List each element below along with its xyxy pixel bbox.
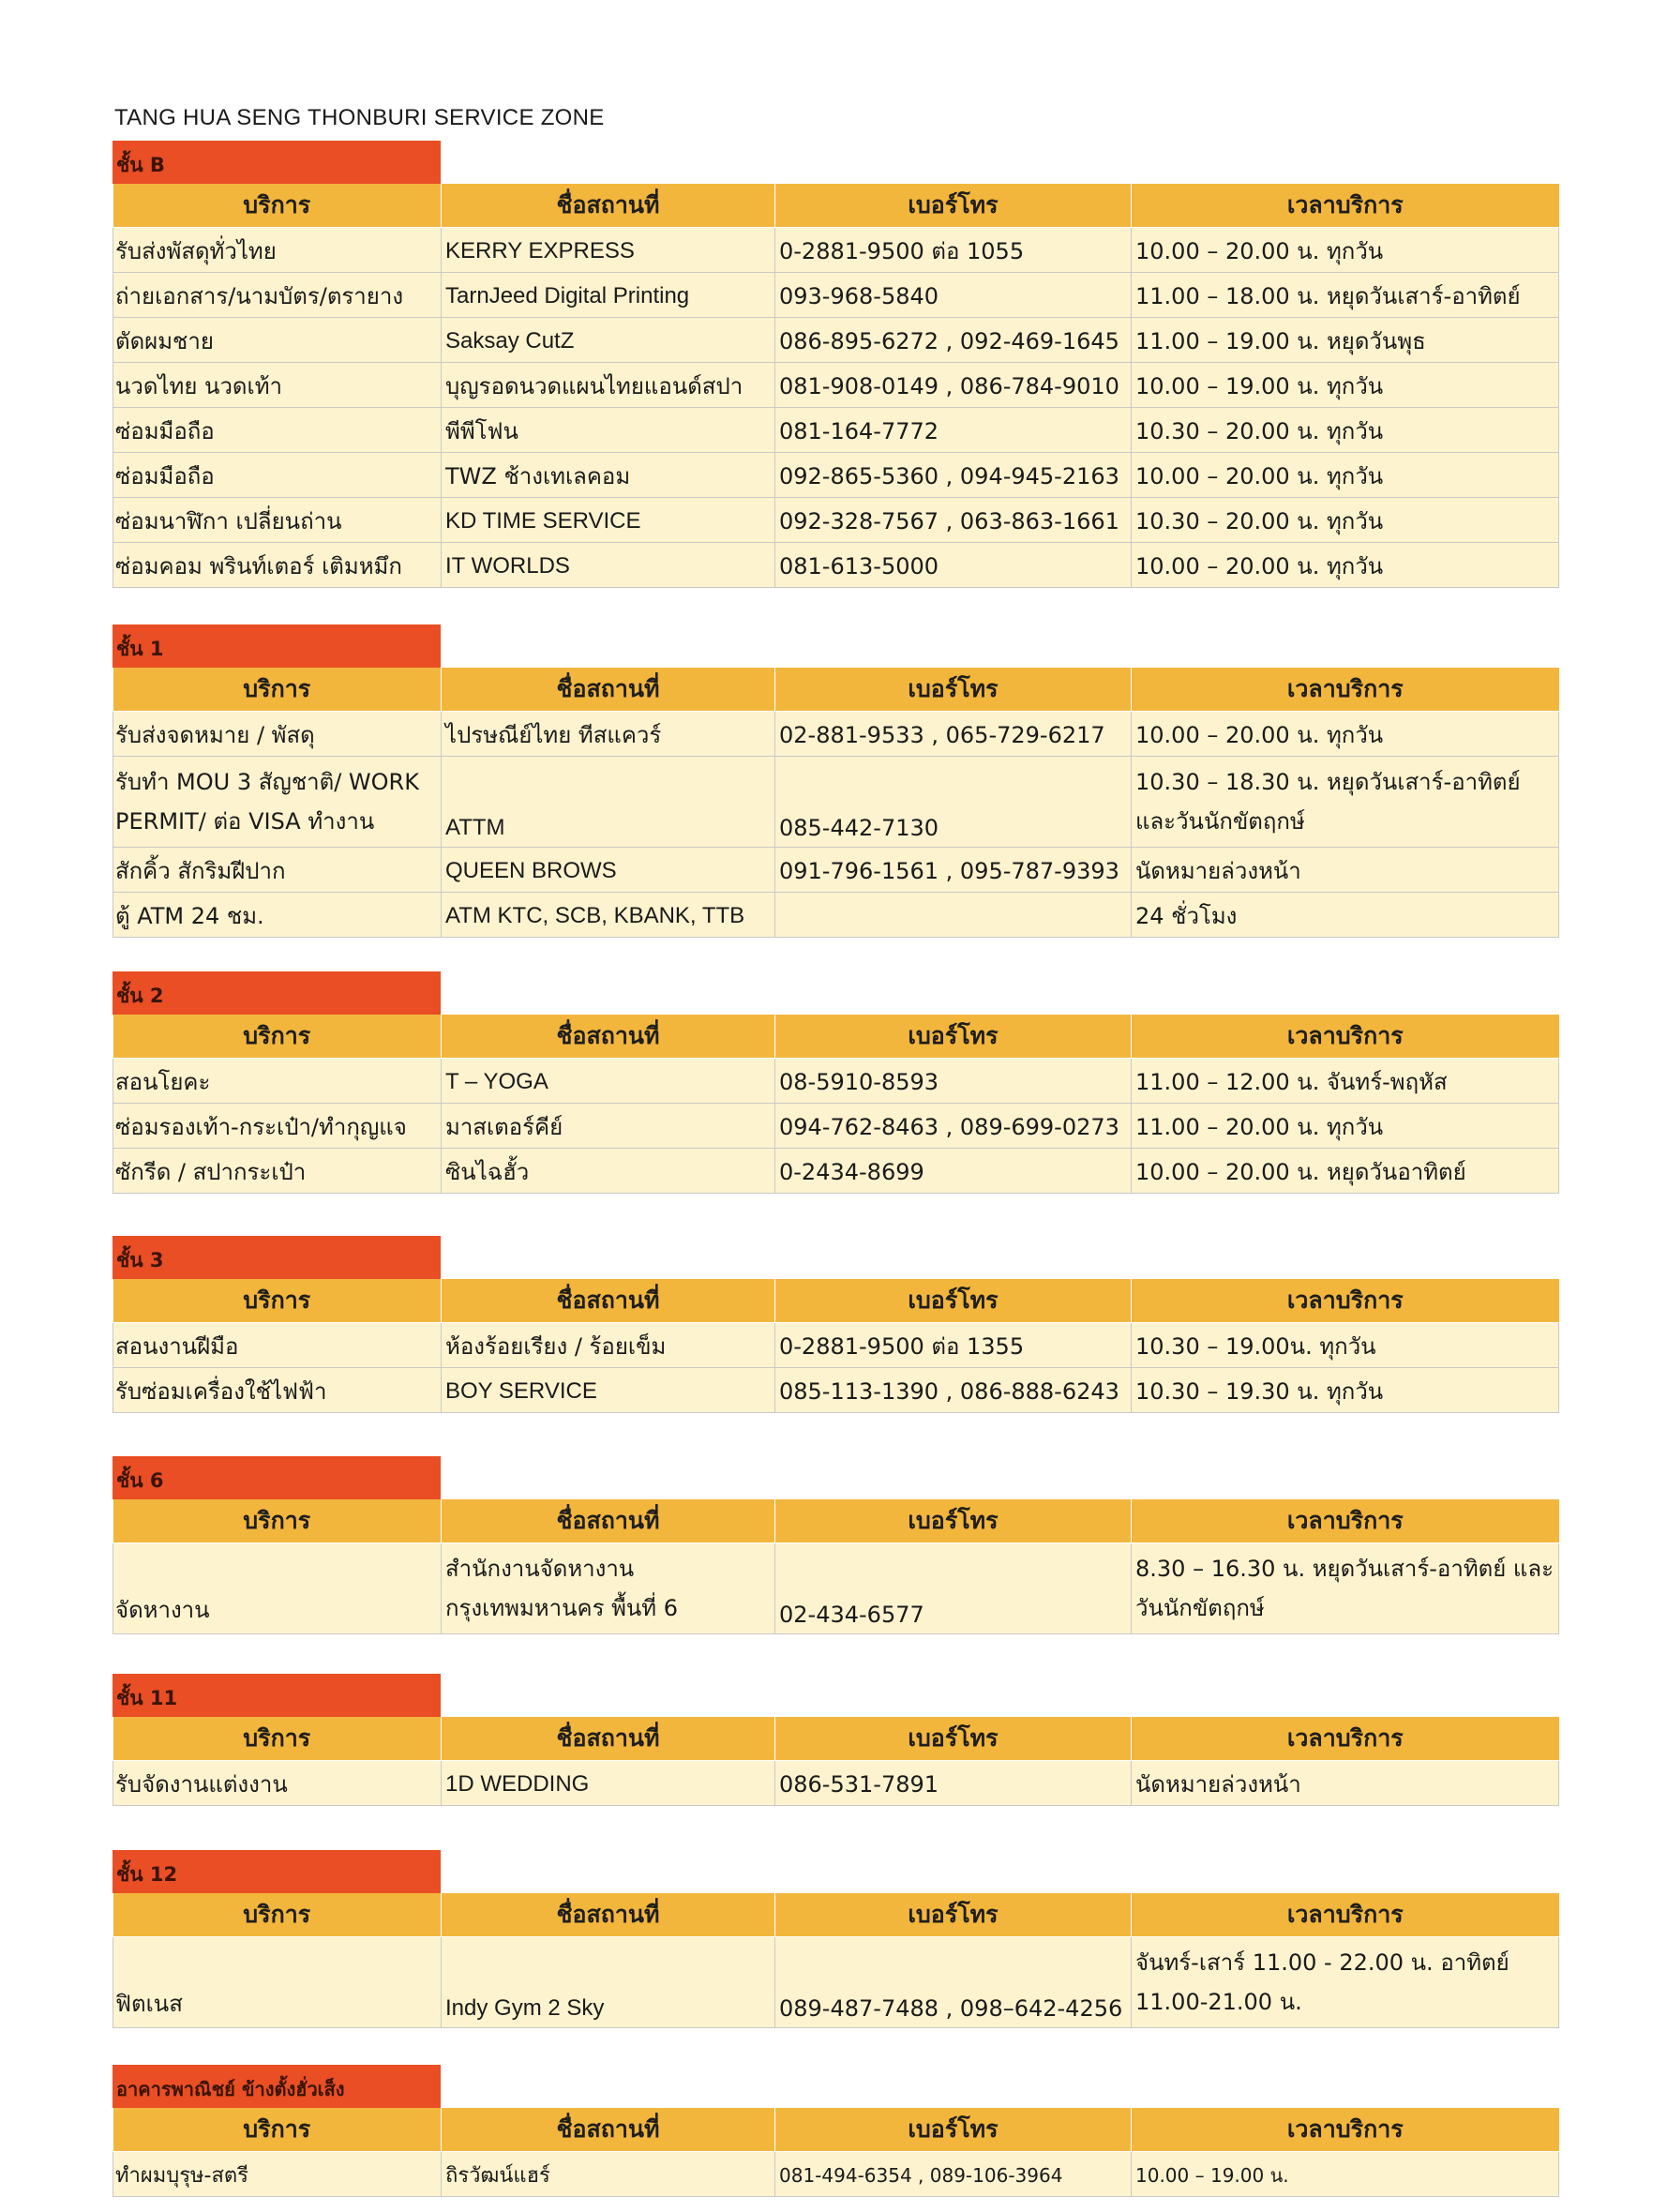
phone-cell: 091-796-1561 , 095-787-9393	[775, 848, 1132, 893]
header-phone: เบอร์โทร	[775, 1717, 1132, 1761]
place-cell: TarnJeed Digital Printing	[442, 273, 775, 318]
phone-cell: 0-2881-9500 ต่อ 1355	[775, 1323, 1132, 1368]
floor-label: อาคารพาณิชย์ ข้างตั้งฮั่วเส็ง	[113, 2065, 441, 2108]
hours-cell: 10.30 – 19.30 น. ทุกวัน	[1132, 1368, 1559, 1413]
phone-cell: 086-531-7891	[775, 1761, 1132, 1806]
table-row	[113, 1323, 1559, 1368]
header-service: บริการ	[113, 1015, 442, 1059]
service-cell: รับส่งจดหมาย / พัสดุ	[113, 712, 442, 757]
table-row	[113, 273, 1559, 318]
table-row	[113, 228, 1559, 273]
service-cell: ซ่อมนาฬิกา เปลี่ยนถ่าน	[113, 498, 442, 543]
hours-cell: 24 ชั่วโมง	[1132, 893, 1559, 938]
floor-label: ชั้น 6	[113, 1456, 441, 1499]
header-service: บริการ	[113, 668, 442, 712]
hours-cell: 10.00 – 20.00 น. ทุกวัน	[1132, 712, 1559, 757]
place-cell: TWZ ช้างเทเลคอม	[442, 453, 775, 498]
place-cell: KD TIME SERVICE	[442, 498, 775, 543]
hours-cell: นัดหมายล่วงหน้า	[1132, 1761, 1559, 1806]
service-cell: ซ่อมรองเท้า-กระเป๋า/ทำกุญแจ	[113, 1104, 442, 1149]
service-cell: สักคิ้ว สักริมฝีปาก	[113, 848, 442, 893]
place-cell: T – YOGA	[442, 1059, 775, 1104]
header-phone: เบอร์โทร	[775, 1279, 1132, 1323]
header-place: ชื่อสถานที่	[442, 1015, 775, 1059]
phone-cell: 085-113-1390 , 086-888-6243	[775, 1368, 1132, 1413]
table-row	[113, 712, 1559, 757]
table-row	[113, 893, 1559, 938]
header-place: ชื่อสถานที่	[442, 2108, 775, 2152]
floor-label: ชั้น 11	[113, 1674, 441, 1717]
header-place: ชื่อสถานที่	[442, 668, 775, 712]
hours-cell: 10.00 – 20.00 น. ทุกวัน	[1132, 228, 1559, 273]
service-table	[113, 1717, 1559, 1806]
service-cell: สอนโยคะ	[113, 1059, 442, 1104]
floor-section-3	[113, 1236, 1558, 1413]
hours-cell: 10.30 – 20.00 น. ทุกวัน	[1132, 408, 1559, 453]
service-cell: รับส่งพัสดุทั่วไทย	[113, 228, 442, 273]
service-cell: ซักรีด / สปากระเป๋า	[113, 1149, 442, 1194]
header-hours: เวลาบริการ	[1132, 1015, 1559, 1059]
floor-label: ชั้น B	[113, 141, 441, 184]
hours-cell: 11.00 – 19.00 น. หยุดวันพุธ	[1132, 318, 1559, 363]
place-cell: 1D WEDDING	[442, 1761, 775, 1806]
service-table	[113, 668, 1559, 938]
service-cell: สอนงานฝีมือ	[113, 1323, 442, 1368]
place-cell: Indy Gym 2 Sky	[442, 1937, 775, 2028]
phone-cell: 081-613-5000	[775, 543, 1132, 588]
floor-section-12	[113, 1850, 1558, 2028]
hours-cell: 11.00 – 12.00 น. จันทร์-พฤหัส	[1132, 1059, 1559, 1104]
service-cell: ซ่อมคอม พรินท์เตอร์ เติมหมึก	[113, 543, 442, 588]
phone-cell: 093-968-5840	[775, 273, 1132, 318]
floor-label: ชั้น 12	[113, 1850, 441, 1893]
phone-cell: 081-908-0149 , 086-784-9010	[775, 363, 1132, 408]
service-cell: นวดไทย นวดเท้า	[113, 363, 442, 408]
header-place: ชื่อสถานที่	[442, 1717, 775, 1761]
place-cell: ไปรษณีย์ไทย ทีสแควร์	[442, 712, 775, 757]
service-cell: ตัดผมชาย	[113, 318, 442, 363]
floor-section-b	[113, 141, 1558, 588]
place-cell: มาสเตอร์คีย์	[442, 1104, 775, 1149]
phone-cell: 092-865-5360 , 094-945-2163	[775, 453, 1132, 498]
header-service: บริการ	[113, 1279, 442, 1323]
header-row	[113, 1893, 1559, 1937]
header-hours: เวลาบริการ	[1132, 668, 1559, 712]
hours-cell: 10.30 – 18.30 น. หยุดวันเสาร์-อาทิตย์ และวันนักขัตฤกษ์	[1132, 757, 1559, 848]
phone-cell: 02-434-6577	[775, 1543, 1132, 1634]
header-service: บริการ	[113, 1717, 442, 1761]
phone-cell: 089-487-7488 , 098–642-4256	[775, 1937, 1132, 2028]
place-cell: ถิรวัฒน์แฮร์	[442, 2152, 775, 2197]
table-row	[113, 498, 1559, 543]
place-cell: ATM KTC, SCB, KBANK, TTB	[442, 893, 775, 938]
commercial-building-section	[113, 2065, 1558, 2197]
header-row	[113, 668, 1559, 712]
header-phone: เบอร์โทร	[775, 1015, 1132, 1059]
header-row	[113, 1499, 1559, 1543]
header-row	[113, 2108, 1559, 2152]
table-row	[113, 1543, 1559, 1634]
header-hours: เวลาบริการ	[1132, 184, 1559, 228]
page-title: TANG HUA SENG THONBURI SERVICE ZONE	[114, 105, 605, 130]
service-cell: ถ่ายเอกสาร/นามบัตร/ตรายาง	[113, 273, 442, 318]
place-cell: KERRY EXPRESS	[442, 228, 775, 273]
hours-cell: 10.00 – 20.00 น. ทุกวัน	[1132, 543, 1559, 588]
table-row	[113, 408, 1559, 453]
header-place: ชื่อสถานที่	[442, 1893, 775, 1937]
service-cell: จัดหางาน	[113, 1543, 442, 1634]
table-row	[113, 543, 1559, 588]
header-phone: เบอร์โทร	[775, 1893, 1132, 1937]
hours-cell: 10.00 – 19.00 น.	[1132, 2152, 1559, 2197]
header-row	[113, 1279, 1559, 1323]
header-phone: เบอร์โทร	[775, 1499, 1132, 1543]
hours-cell: จันทร์-เสาร์ 11.00 - 22.00 น. อาทิตย์ 11.00-21.00 น.	[1132, 1937, 1559, 2028]
header-row	[113, 1717, 1559, 1761]
place-cell: ห้องร้อยเรียง / ร้อยเข็ม	[442, 1323, 775, 1368]
service-cell: ทำผมบุรุษ-สตรี	[113, 2152, 442, 2197]
place-cell: Saksay CutZ	[442, 318, 775, 363]
header-service: บริการ	[113, 1499, 442, 1543]
header-place: ชื่อสถานที่	[442, 1279, 775, 1323]
table-row	[113, 1059, 1559, 1104]
table-row	[113, 1104, 1559, 1149]
place-cell: ATTM	[442, 757, 775, 848]
phone-cell: 092-328-7567 , 063-863-1661	[775, 498, 1132, 543]
service-cell: ซ่อมมือถือ	[113, 408, 442, 453]
table-row	[113, 453, 1559, 498]
floor-section-6	[113, 1456, 1558, 1634]
service-table	[113, 184, 1559, 588]
floor-label: ชั้น 2	[113, 971, 441, 1015]
place-cell: สำนักงานจัดหางาน กรุงเทพมหานคร พื้นที่ 6	[442, 1543, 775, 1634]
header-hours: เวลาบริการ	[1132, 1279, 1559, 1323]
table-row	[113, 1149, 1559, 1194]
table-row	[113, 2152, 1559, 2197]
floor-section-11	[113, 1674, 1558, 1806]
place-cell: ซินไฉฮั้ว	[442, 1149, 775, 1194]
hours-cell: นัดหมายล่วงหน้า	[1132, 848, 1559, 893]
header-hours: เวลาบริการ	[1132, 1499, 1559, 1543]
service-cell: ซ่อมมือถือ	[113, 453, 442, 498]
table-row	[113, 1937, 1559, 2028]
header-hours: เวลาบริการ	[1132, 1893, 1559, 1937]
floor-label: ชั้น 1	[113, 624, 441, 668]
header-place: ชื่อสถานที่	[442, 1499, 775, 1543]
hours-cell: 10.00 – 20.00 น. หยุดวันอาทิตย์	[1132, 1149, 1559, 1194]
place-cell: BOY SERVICE	[442, 1368, 775, 1413]
table-row	[113, 1761, 1559, 1806]
table-row	[113, 848, 1559, 893]
table-row	[113, 1368, 1559, 1413]
service-table	[113, 1279, 1559, 1413]
service-cell: ฟิตเนส	[113, 1937, 442, 2028]
floor-label: ชั้น 3	[113, 1236, 441, 1279]
header-phone: เบอร์โทร	[775, 184, 1132, 228]
phone-cell: 085-442-7130	[775, 757, 1132, 848]
service-table	[113, 1015, 1559, 1194]
table-row	[113, 318, 1559, 363]
header-service: บริการ	[113, 184, 442, 228]
place-cell: พีพีโฟน	[442, 408, 775, 453]
table-row	[113, 363, 1559, 408]
phone-cell: 081-494-6354 , 089-106-3964	[775, 2152, 1132, 2197]
header-row	[113, 1015, 1559, 1059]
phone-cell: 081-164-7772	[775, 408, 1132, 453]
hours-cell: 10.30 – 20.00 น. ทุกวัน	[1132, 498, 1559, 543]
floor-section-2	[113, 971, 1558, 1194]
hours-cell: 10.00 – 19.00 น. ทุกวัน	[1132, 363, 1559, 408]
service-table	[113, 1499, 1559, 1634]
header-hours: เวลาบริการ	[1132, 1717, 1559, 1761]
phone-cell	[775, 893, 1132, 938]
phone-cell: 086-895-6272 , 092-469-1645	[775, 318, 1132, 363]
header-service: บริการ	[113, 2108, 442, 2152]
place-cell: บุญรอดนวดแผนไทยแอนด์สปา	[442, 363, 775, 408]
hours-cell: 11.00 – 18.00 น. หยุดวันเสาร์-อาทิตย์	[1132, 273, 1559, 318]
header-hours: เวลาบริการ	[1132, 2108, 1559, 2152]
service-table	[113, 1893, 1559, 2028]
table-row	[113, 757, 1559, 848]
phone-cell: 094-762-8463 , 089-699-0273	[775, 1104, 1132, 1149]
header-phone: เบอร์โทร	[775, 2108, 1132, 2152]
header-place: ชื่อสถานที่	[442, 184, 775, 228]
header-row	[113, 184, 1559, 228]
service-cell: รับซ่อมเครื่องใช้ไฟฟ้า	[113, 1368, 442, 1413]
phone-cell: 0-2434-8699	[775, 1149, 1132, 1194]
hours-cell: 8.30 – 16.30 น. หยุดวันเสาร์-อาทิตย์ และ วันนักขัตฤกษ์	[1132, 1543, 1559, 1634]
phone-cell: 02-881-9533 , 065-729-6217	[775, 712, 1132, 757]
hours-cell: 10.00 – 20.00 น. ทุกวัน	[1132, 453, 1559, 498]
service-table	[113, 2108, 1559, 2197]
phone-cell: 0-2881-9500 ต่อ 1055	[775, 228, 1132, 273]
service-cell: รับทำ MOU 3 สัญชาติ/ WORK PERMIT/ ต่อ VISA ทำงาน	[113, 757, 442, 848]
header-service: บริการ	[113, 1893, 442, 1937]
service-cell: ตู้ ATM 24 ชม.	[113, 893, 442, 938]
service-cell: รับจัดงานแต่งงาน	[113, 1761, 442, 1806]
hours-cell: 11.00 – 20.00 น. ทุกวัน	[1132, 1104, 1559, 1149]
floor-section-1	[113, 624, 1558, 938]
phone-cell: 08-5910-8593	[775, 1059, 1132, 1104]
place-cell: QUEEN BROWS	[442, 848, 775, 893]
header-phone: เบอร์โทร	[775, 668, 1132, 712]
place-cell: IT WORLDS	[442, 543, 775, 588]
hours-cell: 10.30 – 19.00น. ทุกวัน	[1132, 1323, 1559, 1368]
